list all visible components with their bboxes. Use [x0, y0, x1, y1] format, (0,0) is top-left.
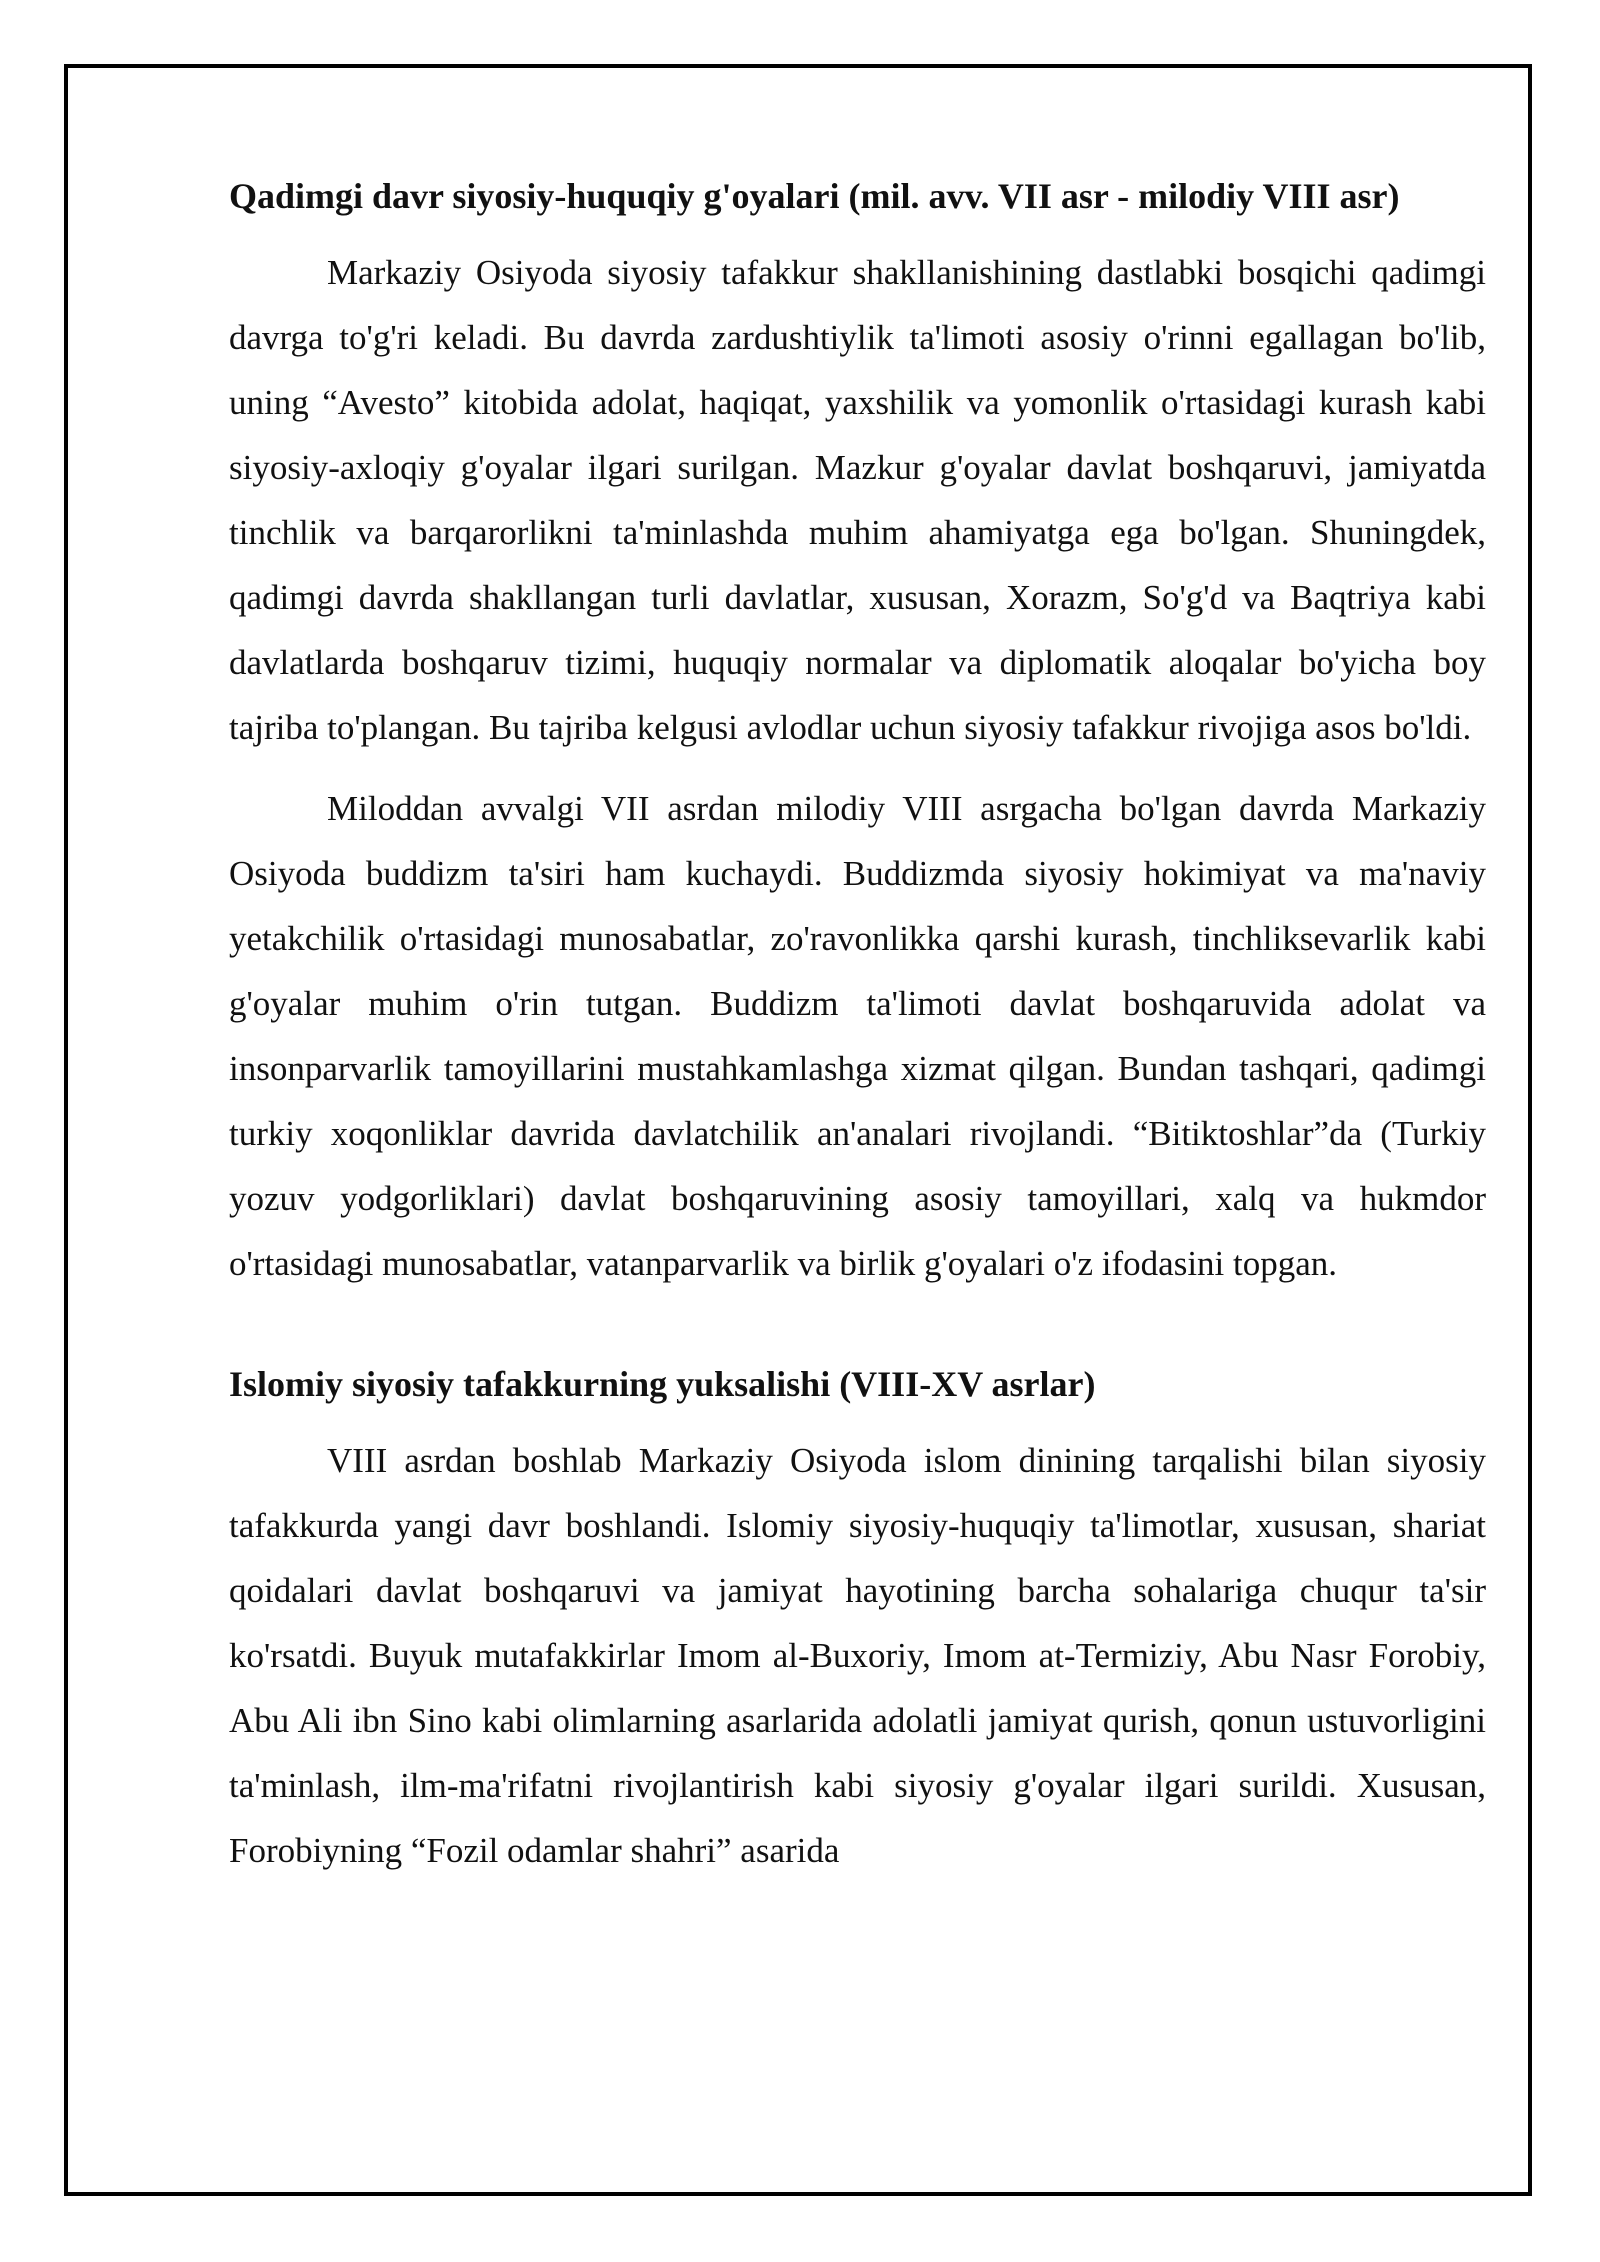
- paragraph-zoroastrianism: Markaziy Osiyoda siyosiy tafakkur shakllanishining dastlabki bosqichi qadimgi davrga to'g'ri keladi. Bu davrda zardushtiylik ta'limoti asosiy o'rinni egallagan bo'lib, uning “Avesto” kitobida adolat, haqiqat, yaxshilik va yomonlik o'rtasidagi kurash kabi siyosiy-axloqiy g'oyalar ilgari surilgan. Mazkur g'oyalar davlat boshqaruvi, jamiyatda tinchlik va barqarorlikni ta'minlashda muhim ahamiyatga ega bo'lgan. Shuningdek, qadimgi davrda shakllangan turli davlatlar, xususan, Xorazm, So'g'd va Baqtriya kabi davlatlarda boshqaruv tizimi, huquqiy normalar va diplomatik aloqalar bo'yicha boy tajriba to'plangan. Bu tajriba kelgusi avlodlar uchun siyosiy tafakkur rivojiga asos bo'ldi.: [229, 253, 1486, 747]
- section-heading-islamic-thought: Islomiy siyosiy tafakkurning yuksalishi (VIII-XV asrlar): [229, 1364, 1096, 1404]
- paragraph-islamic-teachings: VIII asrdan boshlab Markaziy Osiyoda islom dinining tarqalishi bilan siyosiy tafakkurda yangi davr boshlandi. Islomiy siyosiy-huquqiy ta'limotlar, xususan, shariat qoidalari davlat boshqaruvi va jamiyat hayotining barcha sohalariga chuqur ta'sir ko'rsatdi. Buyuk mutafakkirlar Imom al-Buxoriy, Imom at-Termiziy, Abu Nasr Forobiy, Abu Ali ibn Sino kabi olimlarning asarlarida adolatli jamiyat qurish, qonun ustuvorligini ta'minlash, ilm-ma'rifatni rivojlantirish kabi siyosiy g'oyalar ilgari surildi. Xususan, Forobiyning “Fozil odamlar shahri” asarida: [229, 1441, 1486, 1870]
- paragraph-buddhism: Miloddan avvalgi VII asrdan milodiy VIII asrgacha bo'lgan davrda Markaziy Osiyoda buddizm ta'siri ham kuchaydi. Buddizmda siyosiy hokimiyat va ma'naviy yetakchilik o'rtasidagi munosabatlar, zo'ravonlikka qarshi kurash, tinchliksevarlik kabi g'oyalar muhim o'rin tutgan. Buddizm ta'limoti davlat boshqaruvida adolat va insonparvarlik tamoyillarini mustahkamlashga xizmat qilgan. Bundan tashqari, qadimgi turkiy xoqonliklar davrida davlatchilik an'analari rivojlandi. “Bitiktoshlar”da (Turkiy yozuv yodgorliklari) davlat boshqaruvining asosiy tamoyillari, xalq va hukmdor o'rtasidagi munosabatlar, vatanparvarlik va birlik g'oyalari o'z ifodasini topgan.: [229, 789, 1486, 1283]
- section-heading-ancient-period: Qadimgi davr siyosiy-huquqiy g'oyalari (mil. avv. VII asr - milodiy VIII asr): [229, 176, 1400, 216]
- document-body: [229, 172, 1486, 1883]
